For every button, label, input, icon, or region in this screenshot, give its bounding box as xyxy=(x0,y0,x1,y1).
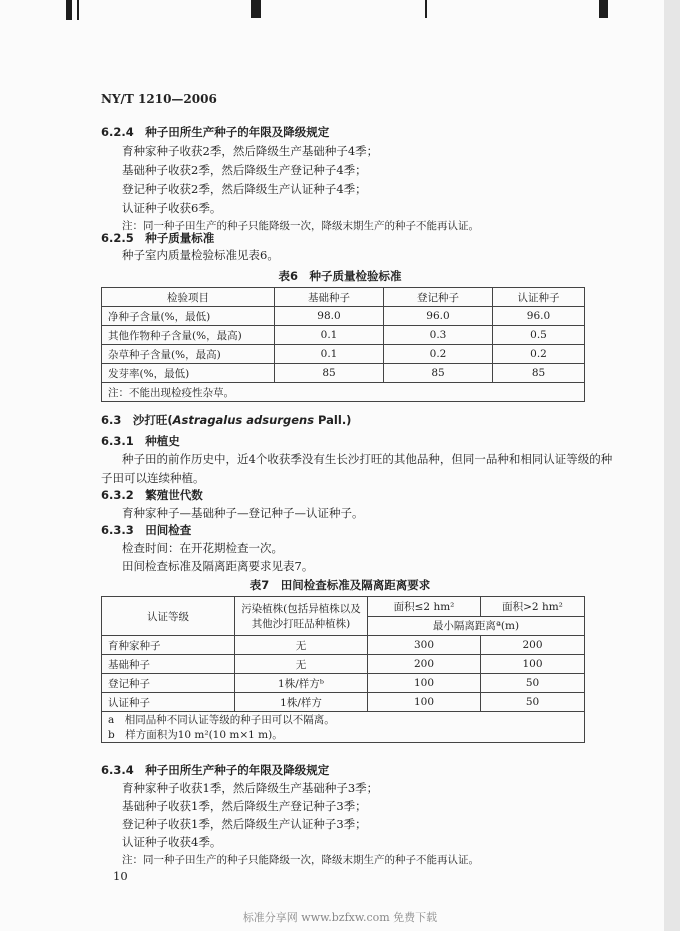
table-note xyxy=(102,712,585,743)
binding-mark xyxy=(77,0,79,20)
table-header-row xyxy=(102,288,585,307)
binding-mark xyxy=(251,0,261,18)
table-cell: 98.0 xyxy=(275,307,384,326)
section-6-2-5-title: 6.2.5 种子质量标准 xyxy=(101,231,215,245)
table-header-row xyxy=(102,597,585,617)
table-row xyxy=(102,307,585,326)
paragraph-line: 子田可以连续种植。 xyxy=(101,471,205,485)
binding-mark xyxy=(599,0,608,18)
table-cell: 96.0 xyxy=(384,307,493,326)
paragraph-line: 育种家种子收获2季，然后降级生产基础种子4季； xyxy=(122,144,379,158)
column-header: 认证等级 xyxy=(102,597,235,636)
table-cell: 0.1 xyxy=(275,326,384,345)
paragraph-line: 种子田的前作历史中，近4个收获季没有生长沙打旺的其他品种，但同一品种和相同认证等级的种 xyxy=(122,452,613,466)
header-line: 其他沙打旺品种植株) xyxy=(251,618,351,630)
page-edge xyxy=(664,0,680,931)
table-cell: 50 xyxy=(481,674,585,693)
section-6-3-2-title: 6.3.2 繁殖世代数 xyxy=(101,488,203,502)
binding-mark xyxy=(425,0,427,18)
latin-name: Astragalus adsurgens xyxy=(172,413,315,427)
paragraph-line: 认证种子收获4季。 xyxy=(122,835,222,849)
table-row xyxy=(102,636,585,655)
table-cell: 50 xyxy=(481,693,585,712)
table-cell: 1株/样方ᵇ xyxy=(235,674,368,693)
table-cell: 100 xyxy=(368,674,481,693)
table-cell: 85 xyxy=(493,364,585,383)
table-cell: 净种子含量(%，最低) xyxy=(102,307,275,326)
page-number: 10 xyxy=(113,869,128,883)
table-cell: 基础种子 xyxy=(102,655,235,674)
paragraph-line: 登记种子收获1季，然后降级生产认证种子3季； xyxy=(122,817,367,831)
table-cell: 0.1 xyxy=(275,345,384,364)
table-cell: 育种家种子 xyxy=(102,636,235,655)
table-cell: 200 xyxy=(368,655,481,674)
header-line: 污染植株(包括异植株以及 xyxy=(241,603,361,615)
table-cell: 0.3 xyxy=(384,326,493,345)
table-cell: 100 xyxy=(368,693,481,712)
footnote-b: b 样方面积为10 m²(10 m×1 m)。 xyxy=(108,729,283,741)
column-header: 基础种子 xyxy=(275,288,384,307)
table-row xyxy=(102,364,585,383)
section-note: 注：同一种子田生产的种子只能降级一次，降级末期生产的种子不能再认证。 xyxy=(122,220,479,232)
table-row xyxy=(102,326,585,345)
table-cell: 85 xyxy=(384,364,493,383)
table-cell: 杂草种子含量(%，最高) xyxy=(102,345,275,364)
table-cell: 200 xyxy=(481,636,585,655)
paragraph-line: 基础种子收获2季，然后降级生产登记种子4季； xyxy=(122,163,367,177)
section-6-3-1-title: 6.3.1 种植史 xyxy=(101,434,180,448)
section-6-2-4-title: 6.2.4 种子田所生产种子的年限及降级规定 xyxy=(101,125,330,139)
paragraph-line: 基础种子收获1季，然后降级生产登记种子3季； xyxy=(122,799,367,813)
column-header: 登记种子 xyxy=(384,288,493,307)
footnote-a: a 相同品种不同认证等级的种子田可以不隔离。 xyxy=(108,714,335,726)
section-6-3-3-title: 6.3.3 田间检查 xyxy=(101,523,192,537)
standard-number: NY/T 1210—2006 xyxy=(101,92,217,106)
table-cell: 1株/样方 xyxy=(235,693,368,712)
column-header: 面积>2 hm² xyxy=(481,597,585,617)
section-6-3-title xyxy=(101,412,351,428)
paragraph-line: 种子室内质量检验标准见表6。 xyxy=(122,248,279,262)
table-cell: 0.5 xyxy=(493,326,585,345)
title-text: 6.3 沙打旺( xyxy=(101,413,173,427)
paragraph-line: 田间检查标准及隔离距离要求见表7。 xyxy=(122,559,314,573)
field-inspection-table xyxy=(101,596,585,743)
paragraph-line: 登记种子收获2季，然后降级生产认证种子4季； xyxy=(122,182,367,196)
paragraph-line: 检查时间：在开花期检查一次。 xyxy=(122,541,283,555)
section-6-3-4-title: 6.3.4 种子田所生产种子的年限及降级规定 xyxy=(101,763,330,777)
column-header: 认证种子 xyxy=(493,288,585,307)
table-cell: 其他作物种子含量(%，最高) xyxy=(102,326,275,345)
seed-quality-table xyxy=(101,287,585,402)
table-row xyxy=(102,345,585,364)
table-note-row xyxy=(102,383,585,402)
table-cell: 85 xyxy=(275,364,384,383)
binding-mark xyxy=(66,0,72,20)
column-header: 面积≤2 hm² xyxy=(368,597,481,617)
paragraph-line: 认证种子收获6季。 xyxy=(122,201,222,215)
table-6-caption: 表6 种子质量检验标准 xyxy=(278,269,402,283)
table-row xyxy=(102,693,585,712)
table-cell: 登记种子 xyxy=(102,674,235,693)
table-row xyxy=(102,674,585,693)
table-cell: 无 xyxy=(235,655,368,674)
table-cell: 300 xyxy=(368,636,481,655)
table-cell: 认证种子 xyxy=(102,693,235,712)
title-text: Pall.) xyxy=(314,413,352,427)
paragraph-line: 育种家种子收获1季，然后降级生产基础种子3季； xyxy=(122,781,379,795)
footer-watermark: 标准分享网 www.bzfxw.com 免费下载 xyxy=(242,911,438,924)
paragraph-line: 育种家种子—基础种子—登记种子—认证种子。 xyxy=(122,506,364,520)
table-row xyxy=(102,655,585,674)
table-7-caption: 表7 田间检查标准及隔离距离要求 xyxy=(249,578,431,592)
column-header xyxy=(235,597,368,636)
column-header: 检验项目 xyxy=(102,288,275,307)
table-cell: 96.0 xyxy=(493,307,585,326)
table-note: 注：不能出现检疫性杂草。 xyxy=(102,383,585,402)
table-note-row xyxy=(102,712,585,743)
table-cell: 发芽率(%，最低) xyxy=(102,364,275,383)
table-cell: 0.2 xyxy=(384,345,493,364)
section-note: 注：同一种子田生产的种子只能降级一次，降级末期生产的种子不能再认证。 xyxy=(122,854,479,866)
table-cell: 100 xyxy=(481,655,585,674)
table-cell: 0.2 xyxy=(493,345,585,364)
column-header: 最小隔离距离ª(m) xyxy=(368,616,585,636)
table-cell: 无 xyxy=(235,636,368,655)
